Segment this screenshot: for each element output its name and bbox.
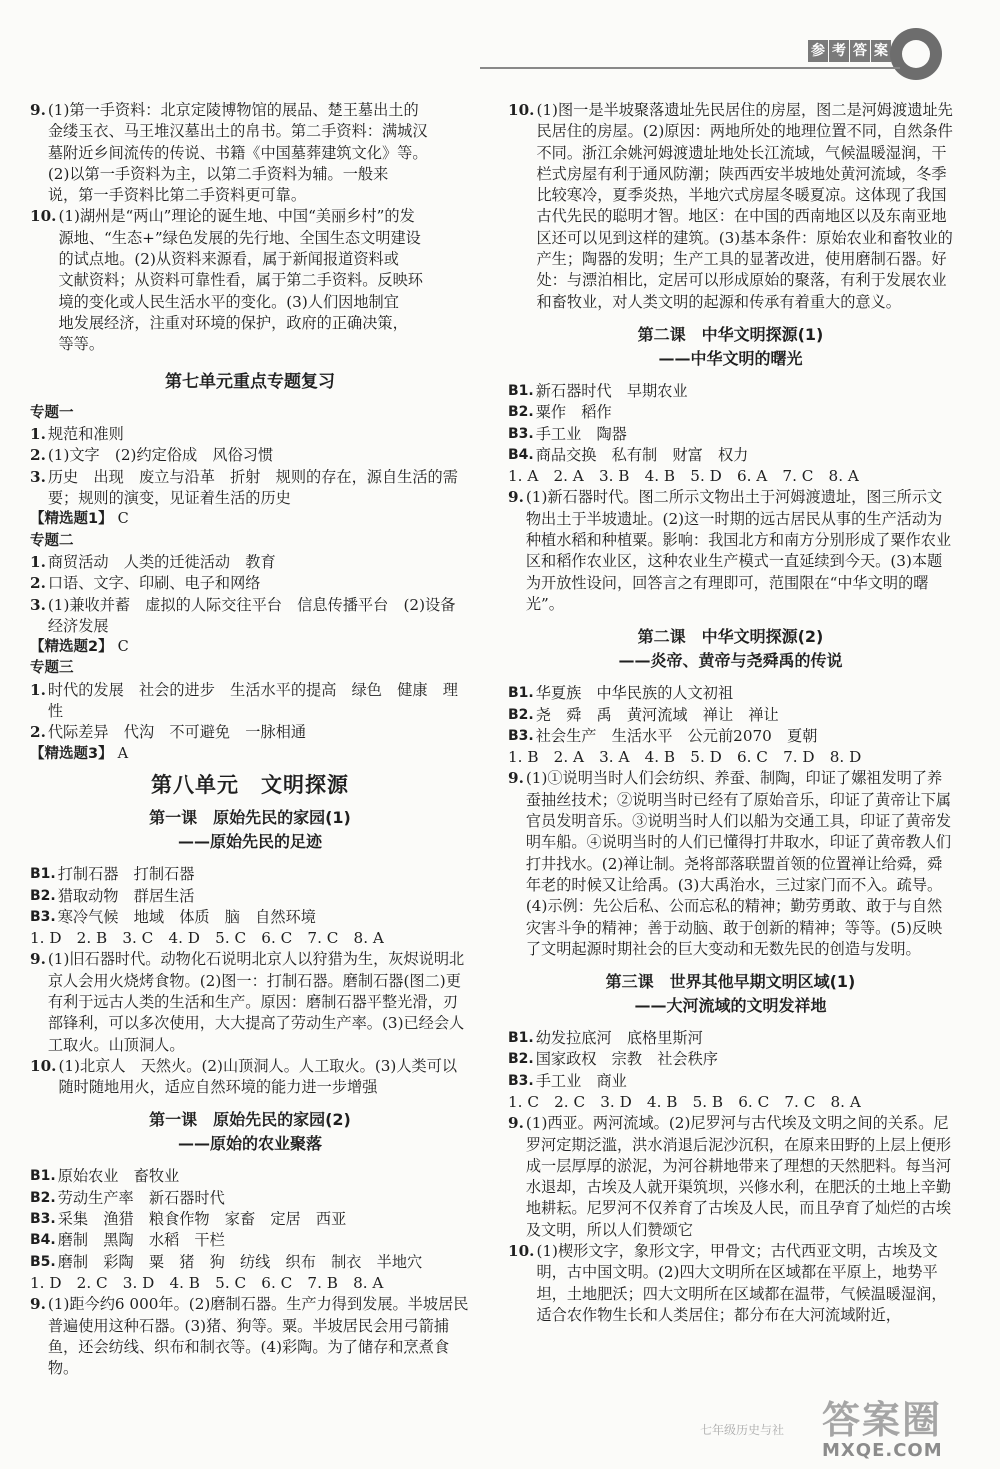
b-item (508, 424, 953, 445)
section-title: 第七单元重点专题复习 (165, 371, 335, 392)
topic-label: 专题一 (30, 404, 74, 421)
lesson-heading (30, 1108, 470, 1156)
b-label: B1. (508, 382, 534, 399)
b-item (508, 381, 953, 402)
text-line: (1)第一手资料：北京定陵博物馆的展品、楚王墓出土的 (47, 101, 419, 119)
answer-text: 原始农业 畜牧业 (57, 1167, 180, 1186)
question-number: 2. (30, 446, 46, 465)
logo-inner (902, 40, 930, 68)
answer-item (30, 552, 470, 573)
question-number: 2. (30, 723, 46, 742)
b-label: B3. (508, 425, 534, 442)
b-label: B3. (508, 1072, 534, 1089)
answer-text: (1)楔形文字，象形文字，甲骨文；古代西亚文明，古埃及文明，古中国文明。(2)四大文明所在区域都在平原上，地势平坦，土地肥沃；四大文明所在区域都在温带，气候温暖湿润，适合农作物生长和人类居住；都分布在大河流域附近， (536, 1242, 947, 1324)
topic-label: 专题三 (30, 660, 74, 677)
header-char: 案 (871, 40, 891, 62)
lesson-title: 第二课 中华文明探源(1) (637, 324, 824, 344)
watermark (822, 1400, 943, 1461)
text-line: 说，第一手资料比第二手资料更可靠。 (47, 186, 307, 205)
answer-text: (1)兼收并蓄 虚拟的人际交往平台 信息传播平台 (2)设备 经济发展 (47, 595, 471, 635)
text-line: 境的变化或人民生活水平的变化。(3)人们因地制宜 (58, 292, 399, 311)
pick-label: 【精选题3】 (30, 745, 113, 762)
question-number: 9. (508, 769, 524, 788)
answer-q10 (30, 1056, 470, 1099)
answer-item (30, 467, 470, 510)
question-number: 1. (30, 425, 46, 444)
answer-text: 粟作 稻作 (535, 403, 612, 422)
question-number: 10. (30, 207, 57, 226)
answer-text: 历史 出现 废立与沿革 折射 规则的存在，源自生活的需要；规则的演变，见证着生活的历史 (47, 467, 458, 508)
answer-text: 华夏族 中华民族的人文初祖 (535, 684, 734, 703)
header-char: 考 (829, 40, 849, 62)
watermark-text: 答案圈 (822, 1398, 943, 1442)
pick-question (30, 744, 470, 765)
answer-text: 劳动生产率 新石器时代 (57, 1188, 225, 1207)
answer-q10 (508, 1241, 953, 1326)
answer-q9 (508, 487, 953, 615)
question-number: 9. (508, 1114, 524, 1133)
question-number: 3. (30, 467, 46, 486)
text-line: 等等。 (58, 335, 104, 354)
b-item (508, 402, 953, 423)
answer-text: 猎取动物 群居生活 (57, 886, 195, 905)
answer-item (30, 595, 470, 638)
answer-item (30, 445, 470, 466)
multiple-choice-answers: 1. C 2. C 3. D 4. B 5. B 6. C 7. C 8. A (508, 1092, 861, 1111)
pick-answer: A (117, 745, 129, 762)
answer-text: 商贸活动 人类的迁徙活动 教育 (47, 552, 276, 571)
answer-text: 国家政权 宗教 社会秩序 (535, 1050, 718, 1069)
b-item (30, 886, 470, 907)
header-char: 答 (850, 40, 870, 62)
multiple-choice-answers: 1. D 2. C 3. D 4. B 5. C 6. C 7. B 8. A (30, 1273, 384, 1292)
answer-text: 采集 渔猎 粮食作物 家畜 定居 西亚 (57, 1210, 347, 1229)
multiple-choice-answers: 1. A 2. A 3. B 4. B 5. D 6. A 7. C 8. A (508, 467, 859, 486)
text-line: 金缕玉衣、马王堆汉墓出土的帛书。第二手资料：满城汉 (47, 122, 428, 141)
answer-q9 (508, 1113, 953, 1241)
topic-label: 专题二 (30, 532, 74, 549)
answer-text: (1)图一是半坡聚落遗址先民居住的房屋，图二是河姆渡遗址先民居住的房屋。(2)原因：两地所处的地理位置不同，自然条件不同。浙江余姚河姆渡遗址地处长江流域，气候温暖湿润，干栏式房屋有利于通风防潮；陕西西安半坡地处黄河流域，冬季比较寒冷，夏季炎热，半地穴式房屋冬暖夏凉。这体现了我国古代先民的聪明才智。地区：在中国的西南地区以及东南亚地区还可以见到这样的建筑。(3)基本条件：原始农业和畜牧业的产生；陶器的发明；生产工具的显著改进，使用磨制石器。好处：与漂泊相比，定居可以形成原始的聚落，有利于发展农业和畜牧业，对人类文明的起源和传承有着重大的意义。 (536, 101, 953, 311)
pick-question (30, 509, 470, 530)
lesson-subtitle: ——原始先民的足迹 (177, 832, 322, 852)
answer-q10 (30, 206, 470, 355)
footer-text: 七年级历史与社 (700, 1423, 785, 1437)
b-item (508, 705, 953, 726)
answer-text: 规范和准则 (47, 425, 124, 444)
multiple-choice-answers: 1. B 2. A 3. A 4. B 5. D 6. C 7. D 8. D (508, 748, 862, 767)
question-number: 10. (30, 1056, 57, 1075)
lesson-title: 第二课 中华文明探源(2) (637, 627, 824, 647)
lesson-subtitle: ——炎帝、黄帝与尧舜禹的传说 (618, 651, 843, 671)
b-label: B5. (30, 1253, 56, 1270)
answer-text: 口语、文字、印刷、电子和网络 (47, 574, 261, 593)
lesson-heading (508, 625, 953, 673)
question-number: 9. (30, 1295, 46, 1314)
answer-text: 代际差异 代沟 不可避免 一脉相通 (47, 723, 307, 742)
b-item (508, 1028, 953, 1049)
b-label: B1. (30, 1168, 56, 1185)
b-label: B2. (30, 887, 56, 904)
lesson-subtitle: ——大河流域的文明发祥地 (634, 996, 827, 1016)
b-label: B2. (508, 1051, 534, 1068)
pick-label: 【精选题1】 (30, 511, 113, 528)
question-number: 10. (508, 1242, 535, 1261)
answer-text: 打制石器 打制石器 (57, 865, 195, 884)
answer-text: 新石器时代 早期农业 (535, 381, 688, 400)
answer-text: 寒冷气候 地域 体质 脑 自然环境 (57, 907, 316, 926)
question-number: 9. (30, 950, 46, 969)
unit-title: 第八单元 文明探源 (151, 772, 349, 797)
answer-text: (1)旧石器时代。动物化石说明北京人以狩猎为生，灰烬说明北京人会用火烧烤食物。(2)图一：打制石器。磨制石器(图二)更有利于远古人类的生活和生产。原因：磨制石器平整光滑，刃部锋利，可以多次使用，大大提高了劳动生产率。(3)已经会人工取火。山顶洞人。 (47, 950, 465, 1054)
question-number: 10. (508, 101, 535, 119)
lesson-title: 第一课 原始先民的家园(1) (149, 808, 351, 828)
multiple-choice-answers: 1. D 2. B 3. C 4. D 5. C 6. C 7. C 8. A (30, 929, 384, 948)
lesson-subtitle: ——中华文明的曙光 (658, 348, 803, 368)
answer-text: 幼发拉底河 底格里斯河 (535, 1029, 703, 1048)
header-char: 参 (808, 40, 828, 62)
answer-q9 (30, 1294, 470, 1379)
answer-text: 时代的发展 社会的进步 生活水平的提高 绿色 健康 理性 (47, 680, 458, 721)
answer-text: 磨制 黑陶 水稻 干栏 (57, 1231, 225, 1250)
right-column (508, 100, 953, 1326)
pick-question (30, 637, 470, 658)
text-line: (2)以第一手资料为主，以第二手资料为辅。一般来 (47, 164, 389, 183)
lesson-heading (508, 970, 953, 1018)
question-number: 9. (30, 101, 46, 119)
b-label: B4. (508, 446, 534, 463)
lesson-heading (30, 806, 470, 854)
lesson-heading (508, 323, 953, 371)
b-label: B1. (30, 866, 56, 883)
b-item (508, 726, 953, 747)
answer-text: 手工业 商业 (535, 1071, 627, 1090)
text-line: 文献资料；从资料可靠性看，属于第二手资料。反映环 (58, 271, 423, 290)
lesson-subtitle: ——原始的农业聚落 (177, 1134, 322, 1154)
pick-answer: C (117, 511, 129, 528)
question-number: 1. (30, 552, 46, 571)
b-item (508, 1071, 953, 1092)
text-line: 墓附近乡间流传的传说、书籍《中国墓葬建筑文化》等。 (47, 143, 428, 162)
b-label: B3. (508, 727, 534, 744)
text-line: (1)湖州是“两山”理论的诞生地、中国“美丽乡村”的发 (58, 207, 415, 226)
b-label: B4. (30, 1232, 56, 1249)
answer-text: (1)①说明当时人们会纺织、养蚕、制陶，印证了嫘祖发明了养蚕抽丝技术；②说明当时已经有了原始音乐，印证了黄帝让下属官员发明音乐。③说明当时人们以船为交通工具，印证了黄帝发明车船。④说明当时的人们已懂得打井取水，印证了黄帝教人们打井找水。(2)禅让制。尧将部落联盟首领的位置禅让给舜，舜年老的时候又让给禹。(3)大禹治水，三过家门而不入。疏导。(4)示例：先公后私、公而忘私的精神；勤劳勇敢、敢于与自然灾害斗争的精神；善于动脑、敢于创新的精神；等等。(5)反映了文明起源时期社会的巨大变动和无数先民的创造与发明。 (525, 769, 952, 958)
answer-q9 (30, 100, 470, 206)
answer-text: 磨制 彩陶 粟 猪 狗 纺线 织布 制衣 半地穴 (57, 1252, 423, 1271)
b-item (30, 907, 470, 928)
pick-label: 【精选题2】 (30, 639, 113, 656)
left-column (30, 100, 470, 1379)
b-item (508, 1049, 953, 1070)
b-item (30, 1252, 470, 1273)
question-number: 2. (30, 574, 46, 593)
b-item (30, 1188, 470, 1209)
lesson-title: 第一课 原始先民的家园(2) (149, 1110, 351, 1130)
answer-q9 (508, 768, 953, 960)
b-label: B3. (30, 1211, 56, 1228)
header-divider (480, 67, 900, 69)
b-label: B3. (30, 908, 56, 925)
lesson-title: 第三课 世界其他早期文明区域(1) (605, 972, 856, 992)
b-item (30, 864, 470, 885)
answer-text: (1)新石器时代。图二所示文物出土于河姆渡遗址，图三所示文物出土于半坡遗址。(2)这一时期的远古居民从事的生产活动为种植水稻和种植粟。影响：我国北方和南方分别形成了粟作农业区和稻作农业区，这种农业生产模式一直延续到今天。(3)本题为开放性设问，回答言之有理即可，范围限在“中华文明的曙光”。 (525, 488, 952, 613)
text-line: 地发展经济，注重对环境的保护，政府的正确决策， (58, 313, 408, 332)
answer-text: 尧 舜 禹 黄河流域 禅让 禅让 (535, 705, 779, 724)
answer-text: (1)文字 (2)约定俗成 风俗习惯 (47, 446, 274, 465)
answer-text: (1)西亚。两河流域。(2)尼罗河与古代埃及文明之间的关系。尼罗河定期泛滥，洪水消退后泥沙沉积，在原来田野的上层上便形成一层厚厚的淤泥，为河谷耕地带来了理想的天然肥料。每当河水退却，古埃及人就开渠筑坝，兴修水利，在肥沃的土地上辛勤地耕耘。尼罗河不仅养育了古埃及人民，而且孕育了灿烂的古埃及文明，所以人们赞颂它 (525, 1114, 952, 1239)
text-line: 的试点地。(2)从资料来源看，属于新闻报道资料或 (58, 250, 399, 269)
b-label: B1. (508, 1030, 534, 1047)
answer-text: (1)距今约6 000年。(2)磨制石器。生产力得到发展。半坡居民普遍使用这种石器。(3)猪、狗等。粟。半坡居民会用弓箭捕鱼，还会纺线、织布和制衣等。(4)彩陶。为了储存和烹煮食物。 (47, 1295, 469, 1378)
question-number: 1. (30, 680, 46, 699)
answer-text: 商品交换 私有制 财富 权力 (535, 445, 749, 464)
header-title (808, 40, 891, 62)
answer-text: 社会生产 生活水平 公元前2070 夏朝 (535, 726, 818, 745)
b-item (508, 445, 953, 466)
answer-text: (1)北京人 天然火。(2)山顶洞人。人工取火。(3)人类可以随时随地用火，适应自然环境的能力进一步增强 (58, 1056, 458, 1097)
answer-q9 (30, 949, 470, 1055)
pick-answer: C (117, 639, 129, 656)
answer-item (30, 573, 470, 594)
b-item (30, 1209, 470, 1230)
answer-item (30, 424, 470, 445)
question-number: 3. (30, 595, 46, 614)
b-item (30, 1166, 470, 1187)
b-item (30, 1230, 470, 1251)
answer-item (30, 722, 470, 743)
answer-text: 手工业 陶器 (535, 424, 627, 443)
page-logo-icon (890, 28, 942, 80)
question-number: 9. (508, 488, 524, 507)
text-line: 源地、“生态+”绿色发展的先行地、全国生态文明建设 (58, 228, 421, 247)
b-label: B2. (508, 706, 534, 723)
answer-q10 (508, 100, 953, 313)
b-label: B2. (508, 404, 534, 421)
b-label: B2. (30, 1189, 56, 1206)
watermark-url: MXQE.COM (822, 1440, 943, 1461)
b-item (508, 683, 953, 704)
b-label: B1. (508, 685, 534, 702)
answer-item (30, 680, 470, 723)
